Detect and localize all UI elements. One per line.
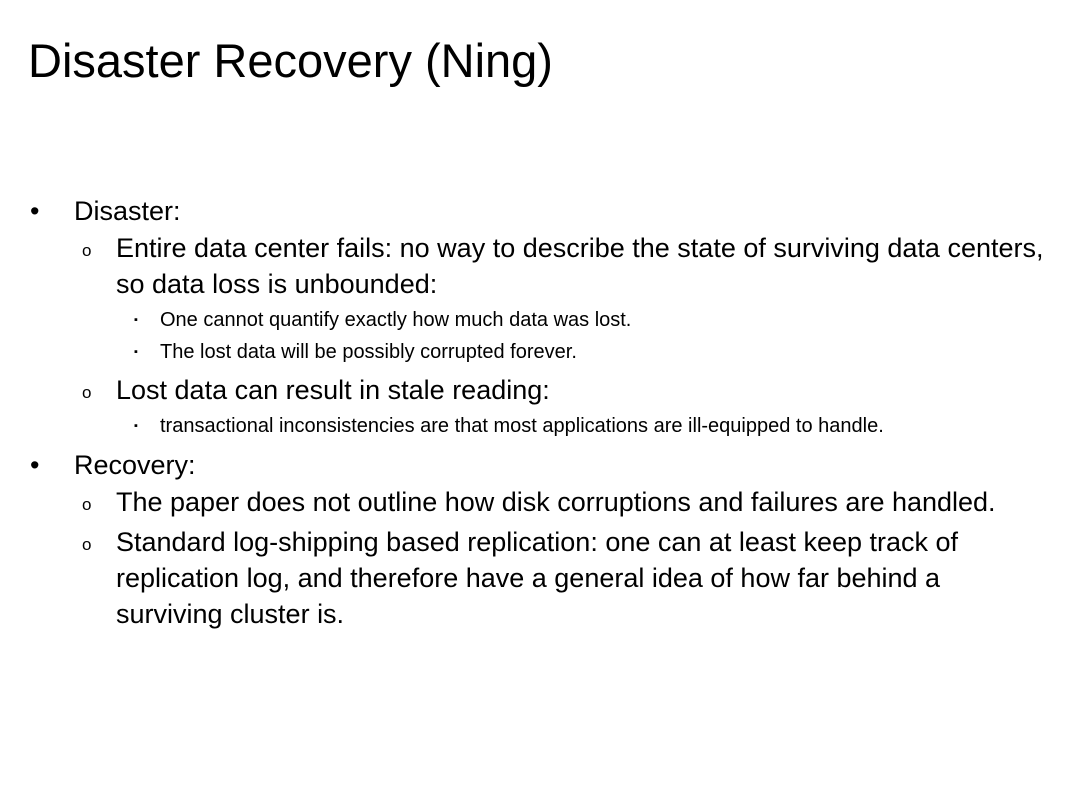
subitem-text: The lost data will be possibly corrupted forever.: [160, 341, 577, 363]
sub-list-item: [30, 306, 1050, 334]
sub-bullet-square: ▪: [134, 314, 138, 326]
sub-list-item: [30, 412, 1050, 440]
bullet-dot: •: [30, 196, 40, 226]
sub-bullet-circle: o: [82, 495, 92, 514]
bullet-dot: •: [30, 450, 40, 480]
list-item: [30, 230, 1050, 302]
sub-bullet-square: ▪: [134, 420, 138, 432]
subitem-text: One cannot quantify exactly how much data was lost.: [160, 309, 632, 331]
sub-bullet-square: ▪: [134, 346, 138, 358]
section-heading: Disaster:: [74, 196, 181, 226]
slide-title: Disaster Recovery (Ning): [28, 34, 553, 87]
sub-bullet-circle: o: [82, 241, 92, 260]
list-item: [30, 372, 1050, 408]
section-recovery: [30, 446, 1050, 484]
item-text: Entire data center fails: no way to describe the state of surviving data centers, so data loss is unbounded:: [116, 233, 1044, 299]
list-item: [30, 524, 1050, 632]
section-disaster: [30, 192, 1050, 230]
item-text: Standard log-shipping based replication: one can at least keep track of replication log, and therefore have a general idea of how far behind a surviving cluster is.: [116, 527, 959, 629]
section-heading: Recovery:: [74, 450, 196, 480]
sub-bullet-circle: o: [82, 383, 92, 402]
sub-bullet-circle: o: [82, 535, 92, 554]
list-item: [30, 484, 1050, 520]
subitem-text: transactional inconsistencies are that most applications are ill-equipped to handle.: [160, 415, 884, 437]
item-text: Lost data can result in stale reading:: [116, 375, 550, 405]
sub-list-item: [30, 338, 1050, 366]
item-text: The paper does not outline how disk corruptions and failures are handled.: [116, 487, 996, 517]
slide-content: [30, 192, 1050, 632]
